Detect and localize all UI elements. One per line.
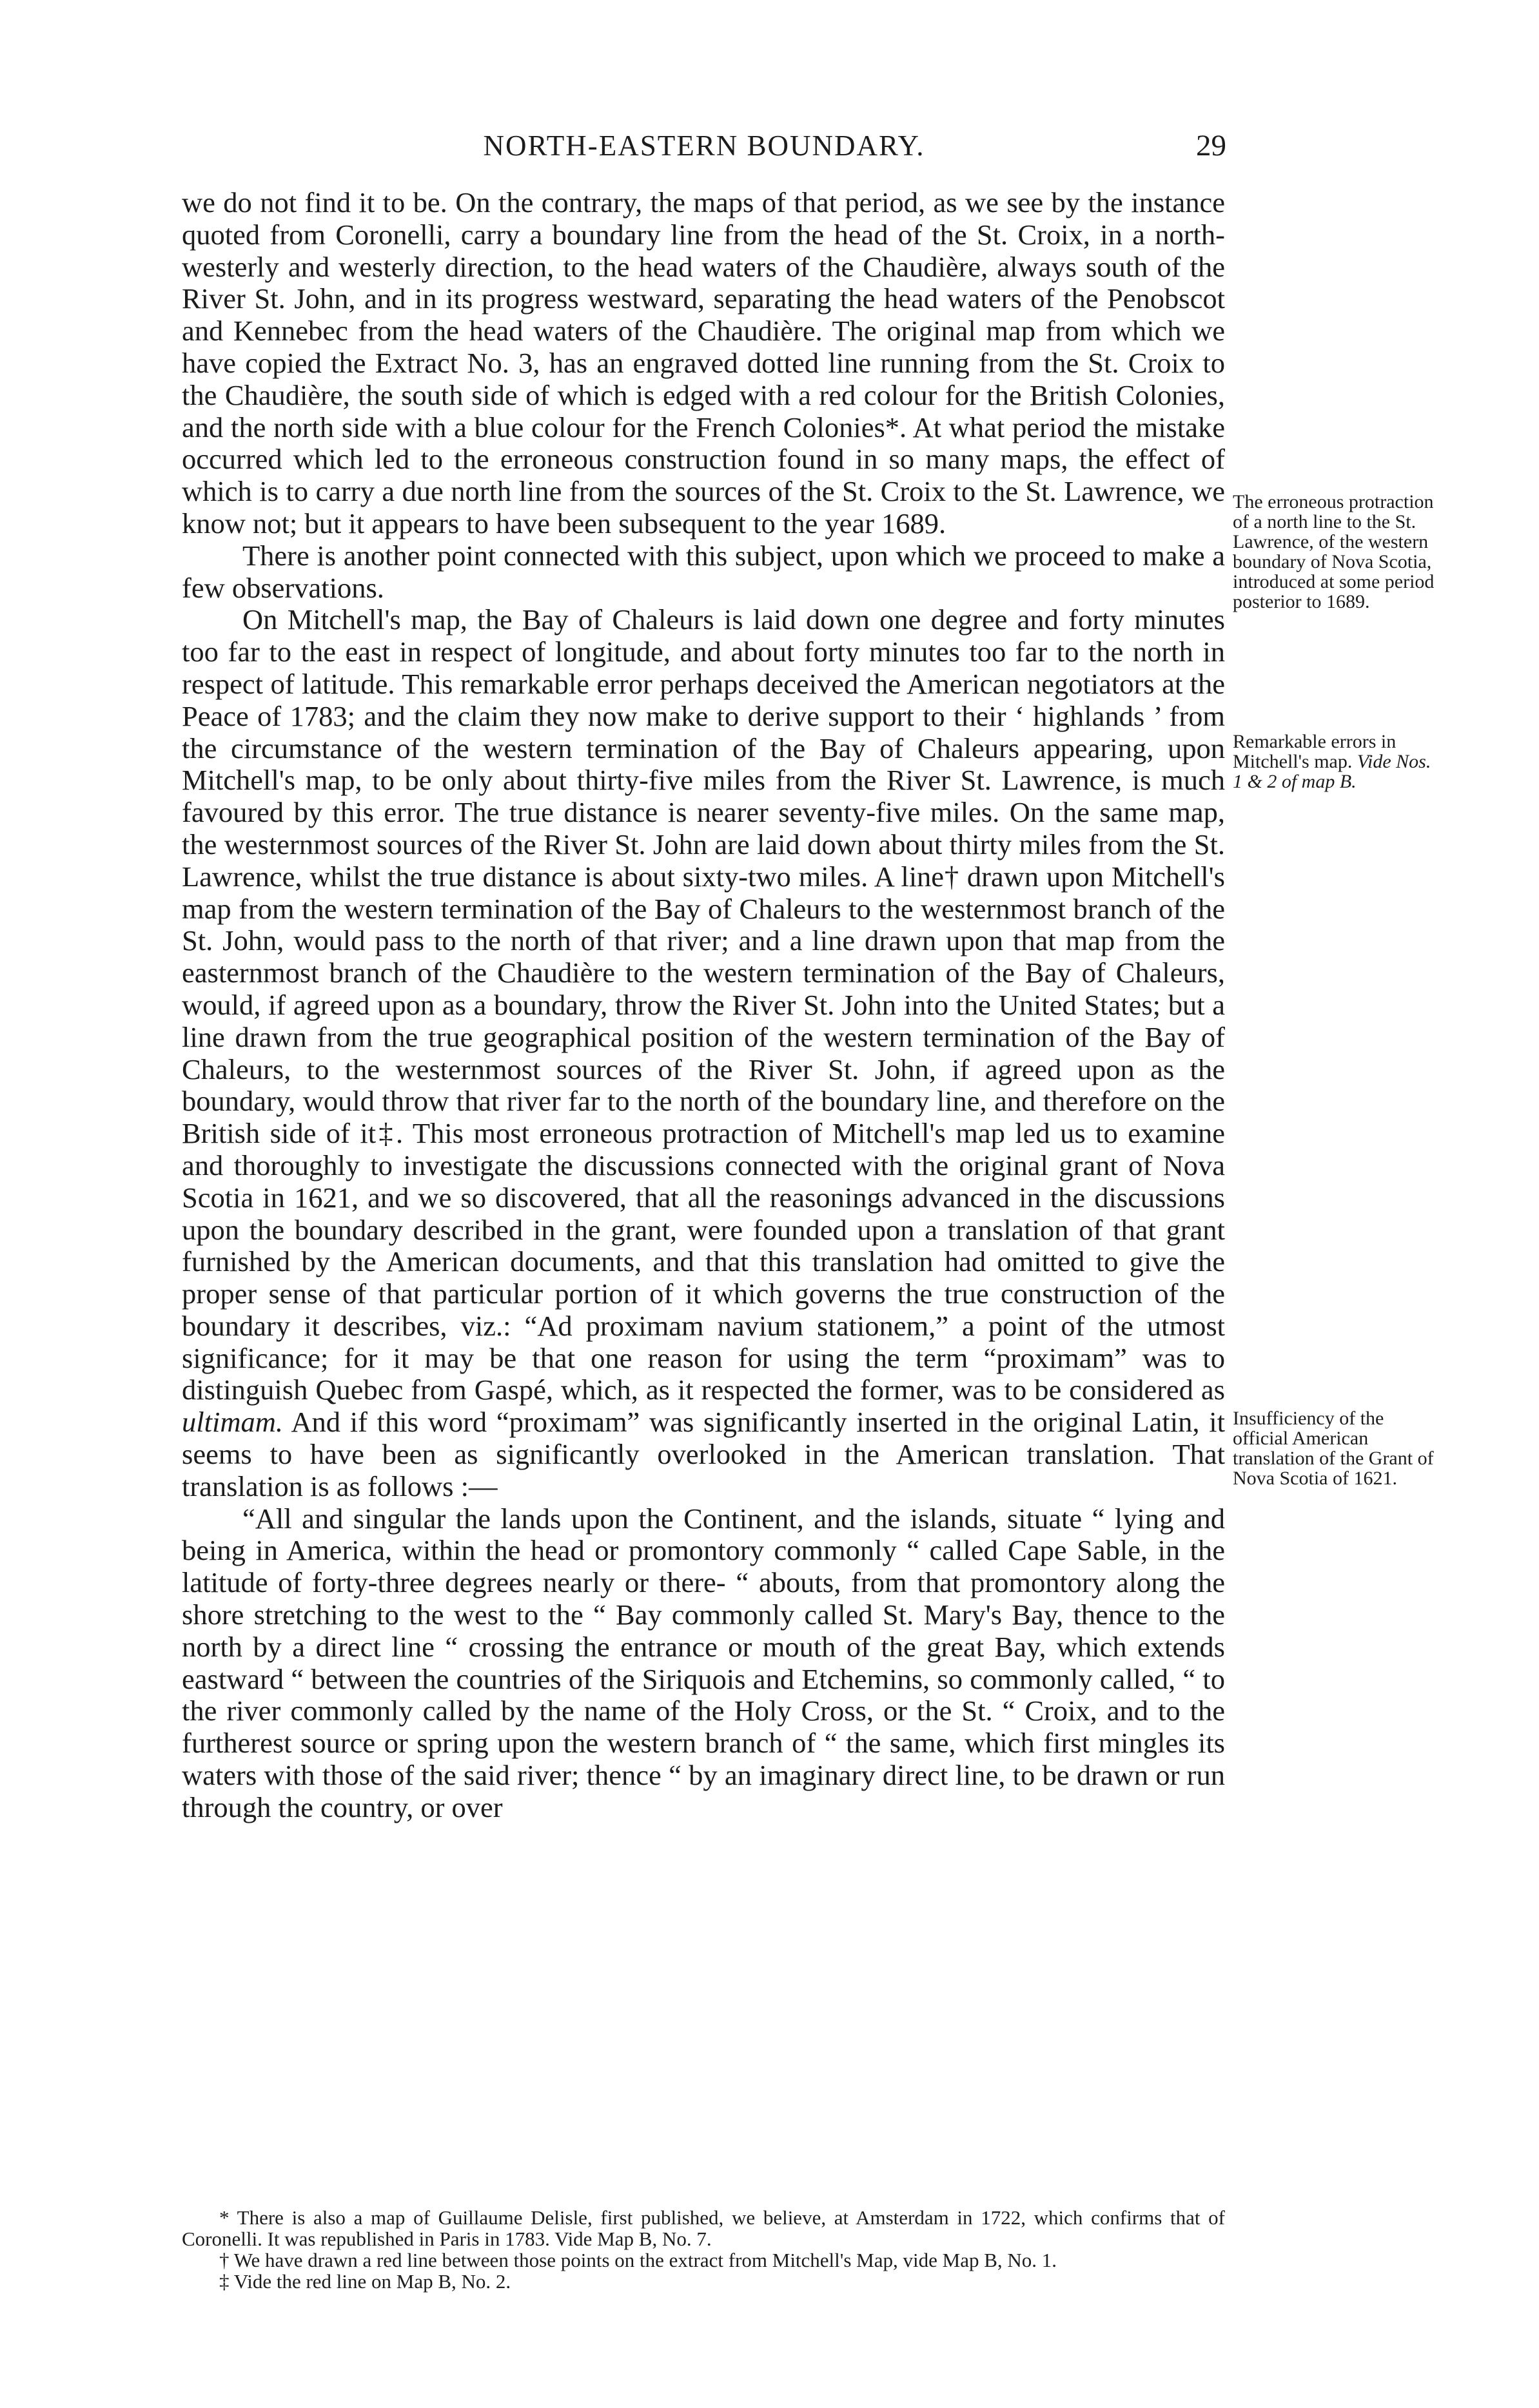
italic-word-ultimam: ultimam. [182,1406,283,1439]
margin-note-vide-reference: Vide Nos. 1 & 2 of map B. [1233,751,1431,792]
running-head [182,126,1226,165]
footnotes [182,2207,1225,2292]
footnote-double-dagger: ‡ Vide the red line on Map B, No. 2. [219,2270,511,2293]
paragraph-continued: we do not find it to be. On the contrary, the maps of that period, as we see by the instance quoted from Coronelli, carry a boundary line from the head of the St. Croix, in a north-westerly and westerly direction, to the head waters of the Chaudière, always south of the River St. John, and in its progress westward, separating the head waters of the Penobscot and Kennebec from the head waters of the Chaudière. The original map from which we have copied the Extract No. 3, has an engraved dotted line running from the St. Croix to the Chaudière, the south side of which is edged with a red colour for the British Colonies, and the north side with a blue colour for the French Colonies*. At what period the mistake occurred which led to the erroneous construction found in so many maps, the effect of which is to carry a due north line from the sources of the St. Croix to the St. Lawrence, we know not; but it appears to have been subsequent to the year 1689. [182,186,1225,539]
page-number: 29 [1196,129,1226,162]
paragraph-mitchells-map [182,604,1225,1502]
footnote-dagger: † We have drawn a red line between those points on the extract from Mitchell's Map, vide Map B, No. 1. [219,2249,1057,2271]
running-title: NORTH-EASTERN BOUNDARY. [483,130,925,162]
main-text [182,187,1225,1824]
grant-quotation [182,1503,1225,1824]
margin-note-insufficiency: Insufficiency of the official American translation of the Grant of Nova Scotia of 1621. [1233,1408,1434,1489]
paragraph-another-point: There is another point connected with this subject, upon which we proceed to make a few observations. [182,539,1225,604]
footnote-asterisk: * There is also a map of Guillaume Delisle, first published, we believe, at Amsterdam in 1722, which confirms that of Coronelli. It was republished in Paris in 1783. Vide Map B, No. 7. [182,2206,1225,2250]
margin-note-remarkable-errors [1233,732,1439,791]
quotation-text: “All and singular the lands upon the Continent, and the islands, situate “ lying and being in America, within the head or promontory commonly “ called Cape Sable, in the latitude of forty-three degrees nearly or there- “ abouts, from that promontory along the shore stretching to the west to the “ Bay commonly called St. Mary's Bay, thence to the north by a direct line “ crossing the entrance or mouth of the great Bay, which extends eastward “ between the countries of the Siriquois and Etchemins, so commonly called, “ to the river commonly called by the name of the Holy Cross, or the St. “ Croix, and to the furtherest source or spring upon the western branch of “ the same, which first mingles its waters with those of the said river; thence “ by an imaginary direct line, to be drawn or run through the country, or over [182,1502,1225,1823]
paragraph-mitchells-map-text: On Mitchell's map, the Bay of Chaleurs is laid down one degree and forty minutes too far to the east in respect of longitude, and about forty minutes too far to the north in respect of latitude. This remarkable error perhaps deceived the American negotiators at the Peace of 1783; and the claim they now make to derive support to their ‘ highlands ’ from the circumstance of the western termination of the Bay of Chaleurs appearing, upon Mitchell's map, to be only about thirty-five miles from the River St. Lawrence, is much favoured by this error. The true distance is nearer seventy-five miles. On the same map, the westernmost sources of the River St. John are laid down about thirty miles from the St. Lawrence, whilst the true distance is about sixty-two miles. A line† drawn upon Mitchell's map from the western termination of the Bay of Chaleurs to the westernmost branch of the St. John, would pass to the north of that river; and a line drawn upon that map from the easternmost branch of the Chaudière to the western termination of the Bay of Chaleurs, would, if agreed upon as a boundary, throw the River St. John into the United States; but a line drawn from the true geographical position of the western termination of the Bay of Chaleurs, to the westernmost sources of the River St. John, if agreed upon as the boundary, would throw that river far to the north of the boundary line, and therefore on the British side of it‡. This most erroneous protraction of Mitchell's map led us to examine and thoroughly to investigate the discussions connected with the original grant of Nova Scotia in 1621, and we so discovered, that all the reasonings advanced in the discussions upon the boundary described in the grant, were founded upon a translation of that grant furnished by the American documents, and that this translation had omitted to give the proper sense of that particular portion of it which governs the true construction of the boundary it describes, viz.: “Ad proximam navium stationem,” a point of the utmost significance; for it may be that one reason for using the term “proximam” was to distinguish Quebec from Gaspé, which, as it respected the former, was to be considered as [182,603,1225,1406]
paragraph-mitchells-map-tail: And if this word “proximam” was significantly inserted in the original Latin, it seems to have been as significantly overlooked in the American translation. That translation is as follows :— [182,1406,1226,1502]
margin-note-erroneous-protraction: The erroneous protraction of a north line to the St. Lawrence, of the western boundary of Nova Scotia, introduced at some period posterior to 1689. [1233,491,1435,612]
margin-note-remarkable-errors-text: Remarkable errors in Mitchell's map. [1233,731,1397,772]
